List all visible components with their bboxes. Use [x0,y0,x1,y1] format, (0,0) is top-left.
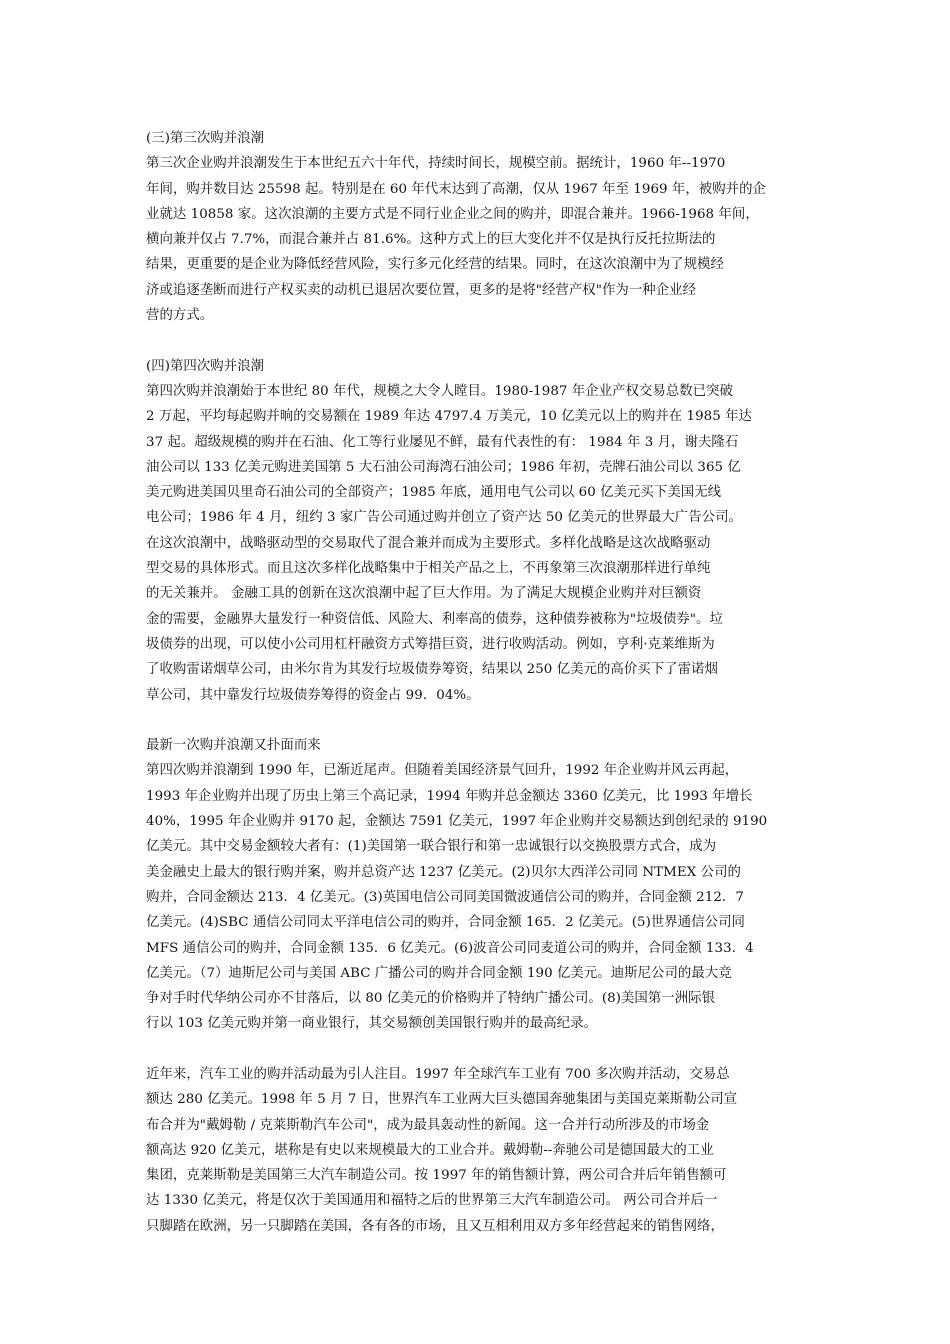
section-heading-fourth-wave: (四)第四次购并浪潮 [146,358,265,374]
paragraph-line: 油公司以 133 亿美元购进美国第 5 大石油公司海湾石油公司；1986 年初，壳牌石油公司以 365 亿 [146,459,741,475]
paragraph-line: 额高达 920 亿美元，堪称是有史以来规模最大的工业合并。戴姆勒--奔驰公司是德国最大的工业 [146,1142,714,1158]
paragraph-line: 第三次企业购并浪潮发生于本世纪五六十年代，持续时间长，规模空前。据统计，1960 年--1970 [146,156,726,172]
paragraph-line: 亿美元。（7）迪斯尼公司与美国 ABC 广播公司的购并合同金额 190 亿美元。迪斯尼公司的最大竞 [146,965,732,981]
paragraph-gap [146,708,810,733]
paragraph-line: 业就达 10858 家。这次浪潮的主要方式是不同行业企业之间的购并，即混合兼并。1966-1968 年间， [146,206,759,222]
paragraph-line: 济或追逐垄断而进行产权买卖的动机已退居次要位置，更多的是将"经营产权"作为一种企业经 [146,282,697,298]
paragraph-line: 布合并为"戴姆勒 / 克莱斯勒汽车公司"，成为最具轰动性的新闻。这一合并行动所涉及的市场金 [146,1117,710,1133]
paragraph-line: 额达 280 亿美元。1998 年 5 月 7 日，世界汽车工业两大巨头德国奔驰集团与美国克莱斯勒公司宣 [146,1092,738,1108]
paragraph-line: 2 万起，平均每起购并晌的交易额在 1989 年达 4797.4 万美元，10 亿美元以上的购并在 1985 年达 [146,409,752,425]
paragraph-line: 亿美元。其中交易金额较大者有：(1)美国第一联合银行和第一忠诚银行以交换股票方式合，成为 [146,839,717,855]
paragraph-line: 近年来，汽车工业的购并活动最为引人注目。1997 年全球汽车工业有 700 多次购并活动，交易总 [146,1066,730,1082]
paragraph-line: 电公司；1986 年 4 月，纽约 3 家广告公司通过购并创立了资产达 50 亿美元的世界最大广告公司。 [146,510,743,526]
paragraph-line: 购并，合同金额达 213．4 亿美元。(3)英国电信公司同美国微波通信公司的购并，合同金额 212．7 [146,889,744,905]
paragraph-line: 40%，1995 年企业购并 9170 起，金额达 7591 亿美元，1997 年企业购并交易额达到创纪录的 9190 [146,814,768,830]
paragraph-line: 营的方式。 [146,308,214,324]
paragraph-line: 37 起。超级规模的购并在石油、化工等行业屡见不鲜，最有代表性的有： 1984 年 3 月，谢夫隆石 [146,434,739,450]
paragraph-line: 只脚踏在欧洲，另一只脚踏在美国，各有各的市场，且又互相利用双方多年经营起来的销售网络， [146,1218,724,1234]
paragraph-line: 横向兼并仅占 7.7%，而混合兼并占 81.6%。这种方式上的巨大变化并不仅是执行反托拉斯法的 [146,232,716,248]
paragraph-line: 行以 103 亿美元购并第一商业银行，其交易额创美国银行购并的最高纪录。 [146,1016,597,1032]
section-heading-third-wave: (三)第三次购并浪潮 [146,131,265,146]
paragraph-line: 第四次购并浪潮始于本世纪 80 年代，规模之大令人瞠目。1980-1987 年企业产权交易总数已突破 [146,383,734,399]
paragraph-line: 金的需要，金融界大量发行一种资信低、风险大、利率高的债券，这种债券被称为"垃圾债券"。垃 [146,611,723,627]
document-page [146,126,810,1239]
paragraph-line: 集团，克莱斯勒是美国第三大汽车制造公司。按 1997 年的销售额计算，两公司合并后年销售额可 [146,1168,727,1184]
section-heading-latest-wave: 最新一次购并浪潮又扑面而来 [146,738,321,754]
paragraph-line: 亿美元。(4)SBC 通信公司同太平洋电信公司的购并，合同金额 165．2 亿美元。(5)世界通信公司同 [146,915,745,931]
paragraph-line: 草公司，其中靠发行垃圾债券筹得的资金占 99．04%。 [146,687,480,703]
paragraph-line: MFS 通信公司的购并，合同金额 135．6 亿美元。(6)波音公司同麦道公司的购并，合同金额 133．4 [146,940,754,956]
paragraph-line: 圾债券的出现，可以使小公司用杠杆融资方式筹措巨资，进行收购活动。例如，亨利·克莱维斯为 [146,636,715,652]
paragraph-line: 美元购进美国贝里奇石油公司的全部资产；1985 年底，通用电气公司以 60 亿美元买下美国无线 [146,485,722,501]
paragraph-line: 结果，更重要的是企业为降低经营风险，实行多元化经营的结果。同时，在这次浪潮中为了规模经 [146,257,724,273]
paragraph-line: 美金融史上最大的银行购并案，购并总资产达 1237 亿美元。(2)贝尔大西洋公司同 NTMEX 公司的 [146,864,741,880]
paragraph-line: 第四次购并浪潮到 1990 年，已渐近尾声。但随着美国经济景气回升，1992 年企业购并风云再起， [146,763,739,779]
paragraph-line: 的无关兼并。 金融工具的创新在这次浪潮中起了巨大作用。为了满足大规模企业购并对巨额资 [146,586,702,602]
paragraph-line: 争对手时代华纳公司亦不甘落后，以 80 亿美元的价格购并了特纳广播公司。(8)美国第一洲际银 [146,991,716,1007]
paragraph-gap [146,1037,810,1062]
paragraph-line: 1993 年企业购并出现了历虫上第三个高记录，1994 年购并总金额达 3360 亿美元，比 1993 年增长 [146,788,753,804]
paragraph-line: 在这次浪潮中，战略驱动型的交易取代了混合兼并而成为主要形式。多样化战略是这次战略驱动 [146,535,711,551]
paragraph-gap [146,328,810,353]
paragraph-line: 型交易的具体形式。而且这次多样化战略集中于相关产品之上，不再象第三次浪潮那样进行单纯 [146,561,711,577]
paragraph-line: 达 1330 亿美元，将是仅次于美国通用和福特之后的世界第三大汽车制造公司。 两公司合并后一 [146,1193,718,1209]
paragraph-line: 了收购雷诺烟草公司，由米尔肯为其发行垃圾债券筹资，结果以 250 亿美元的高价买下了雷诺烟 [146,662,718,678]
paragraph-line: 年间，购并数目达 25598 起。特别是在 60 年代末达到了高潮，仅从 1967 年至 1969 年，被购并的企 [146,181,766,197]
